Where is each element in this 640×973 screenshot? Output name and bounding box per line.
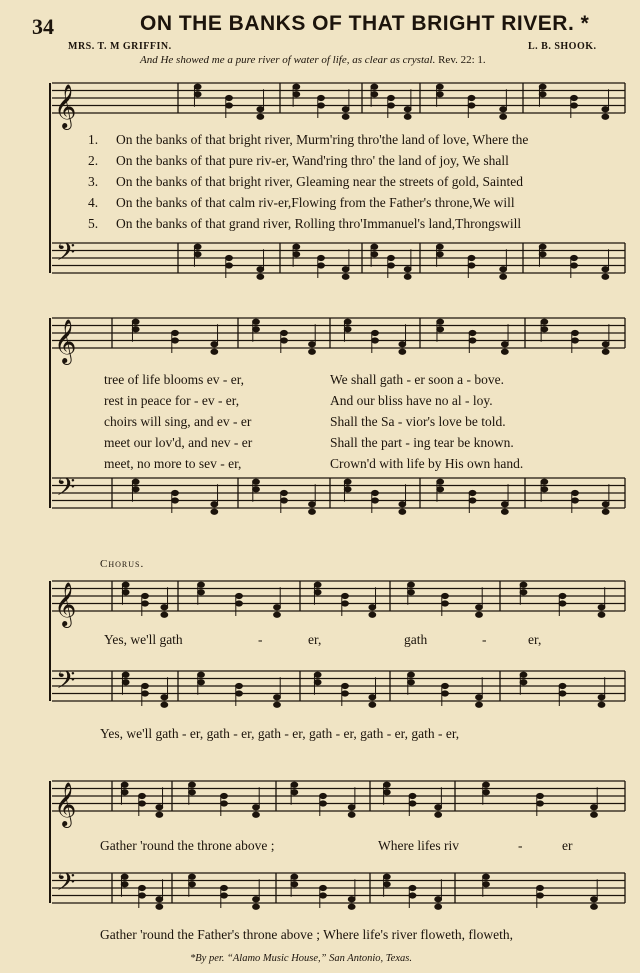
- note-head: [371, 92, 378, 97]
- note-head: [539, 244, 546, 249]
- note-head: [236, 691, 243, 696]
- note-head: [602, 114, 609, 119]
- note-head: [537, 893, 544, 898]
- note-head: [348, 805, 355, 810]
- note-head: [520, 680, 527, 685]
- note-head: [408, 582, 415, 587]
- note-head: [399, 342, 406, 347]
- note-head: [253, 487, 260, 492]
- note-head: [189, 874, 196, 879]
- hymn-title: ON THE BANKS OF THAT BRIGHT RIVER. *: [140, 12, 590, 35]
- note-head: [541, 479, 548, 484]
- note-head: [257, 274, 264, 279]
- note-head: [320, 885, 327, 890]
- note-head: [476, 702, 483, 707]
- verse-line-continuation: meet, no more to sev - er,: [104, 456, 242, 471]
- note-head: [253, 897, 260, 902]
- note-head: [501, 342, 508, 347]
- note-head: [404, 114, 411, 119]
- verse-line-continuation: rest in peace for - ev - er,: [104, 393, 240, 408]
- note-head: [161, 612, 168, 617]
- note-head: [342, 601, 349, 606]
- note-head: [469, 490, 476, 495]
- note-head: [483, 782, 490, 787]
- note-head: [274, 605, 281, 610]
- note-head: [226, 95, 233, 100]
- note-head: [541, 487, 548, 492]
- note-head: [314, 672, 321, 677]
- note-head: [537, 793, 544, 798]
- note-head: [436, 84, 443, 89]
- note-head: [348, 812, 355, 817]
- note-head: [314, 680, 321, 685]
- note-head: [161, 695, 168, 700]
- note-head: [591, 812, 598, 817]
- note-head: [436, 252, 443, 257]
- note-head: [598, 605, 605, 610]
- note-head: [408, 590, 415, 595]
- composer-credit: L. B. SHOOK.: [528, 41, 597, 52]
- bass-clef-icon: 𝄢: [56, 238, 76, 273]
- chorus-treble-lyric: gath: [404, 632, 428, 647]
- note-head: [281, 490, 288, 495]
- note-head: [437, 319, 444, 324]
- verse-line: On the banks of that bright river, Murm'ring thro'the land of love, Where the: [116, 132, 529, 147]
- note-head: [122, 680, 129, 685]
- note-head: [122, 582, 129, 587]
- note-head: [309, 502, 316, 507]
- note-head: [211, 502, 218, 507]
- permission-footnote: *By per. “Alamo Music House,” San Antonio, Texas.: [190, 953, 412, 964]
- note-head: [198, 680, 205, 685]
- verse-line-continuation: Crown'd with life by His own hand.: [330, 456, 524, 471]
- note-head: [602, 342, 609, 347]
- note-head: [156, 812, 163, 817]
- note-head: [348, 904, 355, 909]
- verse-number: 2.: [88, 153, 99, 168]
- note-head: [501, 502, 508, 507]
- note-head: [132, 319, 139, 324]
- note-head: [226, 103, 233, 108]
- note-head: [253, 319, 260, 324]
- note-head: [274, 612, 281, 617]
- note-head: [320, 893, 327, 898]
- note-head: [469, 498, 476, 503]
- note-head: [226, 263, 233, 268]
- note-head: [383, 874, 390, 879]
- note-head: [501, 509, 508, 514]
- note-head: [409, 893, 416, 898]
- verse-line-continuation: Shall the part - ing tear be known.: [330, 435, 514, 450]
- note-head: [602, 267, 609, 272]
- note-head: [139, 885, 146, 890]
- note-head: [291, 782, 298, 787]
- note-head: [253, 812, 260, 817]
- note-head: [281, 338, 288, 343]
- chorus-treble-lyric: Gather 'round the throne above ;: [100, 838, 275, 853]
- note-head: [342, 267, 349, 272]
- note-head: [435, 805, 442, 810]
- verse-line-continuation: tree of life blooms ev - er,: [104, 372, 245, 387]
- verse-line-continuation: And our bliss have no al - loy.: [330, 393, 493, 408]
- note-head: [189, 782, 196, 787]
- note-head: [253, 327, 260, 332]
- note-head: [189, 790, 196, 795]
- note-head: [520, 672, 527, 677]
- chorus-bass-lyric: Gather 'round the Father's throne above ; Where life's river floweth, floweth,: [100, 927, 514, 942]
- note-head: [274, 702, 281, 707]
- note-head: [121, 874, 128, 879]
- note-head: [468, 103, 475, 108]
- note-head: [436, 244, 443, 249]
- note-head: [598, 612, 605, 617]
- chorus-treble-lyric: er,: [308, 632, 322, 647]
- verse-number: 5.: [88, 216, 99, 231]
- note-head: [572, 490, 579, 495]
- note-head: [291, 882, 298, 887]
- note-head: [501, 349, 508, 354]
- lyricist-credit: MRS. T. M GRIFFIN.: [68, 41, 172, 52]
- note-head: [442, 691, 449, 696]
- note-head: [602, 502, 609, 507]
- note-head: [194, 252, 201, 257]
- note-head: [314, 582, 321, 587]
- note-head: [211, 509, 218, 514]
- note-head: [500, 107, 507, 112]
- note-head: [442, 683, 449, 688]
- note-head: [221, 893, 228, 898]
- verse-line: On the banks of that grand river, Rolling thro'Immanuel's land,Throngswill: [116, 216, 522, 231]
- note-head: [371, 252, 378, 257]
- note-head: [194, 244, 201, 249]
- note-head: [602, 274, 609, 279]
- note-head: [591, 904, 598, 909]
- note-head: [483, 882, 490, 887]
- chorus-bass-lyric: Yes, we'll gath - er, gath - er, gath - er, gath - er, gath - er, gath - er,: [100, 726, 460, 741]
- note-head: [314, 590, 321, 595]
- note-head: [539, 92, 546, 97]
- note-head: [293, 244, 300, 249]
- chorus-treble-lyric: -: [482, 632, 487, 647]
- note-head: [500, 114, 507, 119]
- note-head: [500, 267, 507, 272]
- chorus-treble-lyric: er,: [528, 632, 542, 647]
- note-head: [602, 107, 609, 112]
- note-head: [469, 338, 476, 343]
- treble-clef-icon: 𝄞: [54, 319, 77, 363]
- note-head: [483, 790, 490, 795]
- note-head: [435, 897, 442, 902]
- note-head: [318, 255, 325, 260]
- note-head: [572, 330, 579, 335]
- note-head: [211, 342, 218, 347]
- note-head: [309, 349, 316, 354]
- note-head: [139, 893, 146, 898]
- note-head: [342, 114, 349, 119]
- note-head: [139, 793, 146, 798]
- note-head: [257, 114, 264, 119]
- verse-line-continuation: meet our lov'd, and nev - er: [104, 435, 253, 450]
- epigraph-reference: Rev. 22: 1.: [438, 54, 486, 66]
- note-head: [132, 479, 139, 484]
- note-head: [189, 882, 196, 887]
- note-head: [309, 342, 316, 347]
- note-head: [399, 349, 406, 354]
- note-head: [383, 882, 390, 887]
- note-head: [571, 263, 578, 268]
- verse-line: On the banks of that calm riv-er,Flowing from the Father's throne,We will: [116, 195, 515, 210]
- note-head: [318, 95, 325, 100]
- note-head: [342, 683, 349, 688]
- epigraph-text: And He showed me a pure river of water of life, as clear as crystal.: [140, 54, 436, 66]
- chorus-treble-lyric: er: [562, 838, 573, 853]
- note-head: [388, 255, 395, 260]
- note-head: [236, 593, 243, 598]
- note-head: [172, 490, 179, 495]
- note-head: [383, 782, 390, 787]
- note-head: [404, 107, 411, 112]
- note-head: [500, 274, 507, 279]
- note-head: [369, 605, 376, 610]
- note-head: [404, 274, 411, 279]
- note-head: [172, 338, 179, 343]
- verse-number: 4.: [88, 195, 99, 210]
- note-head: [293, 252, 300, 257]
- note-head: [221, 793, 228, 798]
- note-head: [132, 487, 139, 492]
- note-head: [156, 897, 163, 902]
- note-head: [121, 882, 128, 887]
- note-head: [372, 490, 379, 495]
- treble-clef-icon: 𝄞: [54, 582, 77, 626]
- note-head: [291, 874, 298, 879]
- note-head: [539, 84, 546, 89]
- note-head: [383, 790, 390, 795]
- note-head: [399, 502, 406, 507]
- note-head: [388, 103, 395, 108]
- note-head: [281, 498, 288, 503]
- note-head: [520, 590, 527, 595]
- note-head: [372, 338, 379, 343]
- note-head: [539, 252, 546, 257]
- note-head: [198, 672, 205, 677]
- note-head: [342, 107, 349, 112]
- note-head: [404, 267, 411, 272]
- verse-line: On the banks of that pure riv-er, Wand'ring thro' the land of joy, We shall: [116, 153, 509, 168]
- note-head: [344, 479, 351, 484]
- note-head: [253, 805, 260, 810]
- note-head: [388, 95, 395, 100]
- note-head: [142, 593, 149, 598]
- note-head: [435, 904, 442, 909]
- note-head: [348, 897, 355, 902]
- note-head: [537, 801, 544, 806]
- note-head: [291, 790, 298, 795]
- chorus-treble-lyric: -: [518, 838, 523, 853]
- note-head: [372, 498, 379, 503]
- chorus-label: Chorus.: [100, 558, 145, 570]
- note-head: [198, 582, 205, 587]
- note-head: [121, 782, 128, 787]
- note-head: [408, 680, 415, 685]
- note-head: [369, 612, 376, 617]
- note-head: [408, 672, 415, 677]
- note-head: [572, 498, 579, 503]
- note-head: [571, 103, 578, 108]
- note-head: [342, 691, 349, 696]
- note-head: [122, 590, 129, 595]
- note-head: [257, 267, 264, 272]
- note-head: [161, 605, 168, 610]
- note-head: [399, 509, 406, 514]
- note-head: [253, 479, 260, 484]
- note-head: [602, 349, 609, 354]
- note-head: [274, 695, 281, 700]
- note-head: [318, 263, 325, 268]
- note-head: [221, 885, 228, 890]
- note-head: [442, 593, 449, 598]
- note-head: [468, 95, 475, 100]
- note-head: [198, 590, 205, 595]
- note-head: [437, 487, 444, 492]
- note-head: [437, 327, 444, 332]
- bass-clef-icon: 𝄢: [56, 473, 76, 508]
- note-head: [409, 801, 416, 806]
- note-head: [537, 885, 544, 890]
- bass-clef-icon: 𝄢: [56, 666, 76, 701]
- note-head: [572, 338, 579, 343]
- note-head: [344, 327, 351, 332]
- note-head: [476, 612, 483, 617]
- note-head: [541, 319, 548, 324]
- note-head: [602, 509, 609, 514]
- note-head: [409, 885, 416, 890]
- note-head: [142, 683, 149, 688]
- note-head: [369, 702, 376, 707]
- note-head: [156, 904, 163, 909]
- note-head: [142, 601, 149, 606]
- note-head: [371, 244, 378, 249]
- note-head: [236, 683, 243, 688]
- note-head: [468, 255, 475, 260]
- note-head: [281, 330, 288, 335]
- treble-clef-icon: 𝄞: [54, 84, 77, 128]
- verse-line-continuation: We shall gath - er soon a - bove.: [330, 372, 504, 387]
- page-number: 34: [32, 14, 54, 39]
- note-head: [172, 330, 179, 335]
- note-head: [132, 327, 139, 332]
- note-head: [309, 509, 316, 514]
- bass-clef-icon: 𝄢: [56, 868, 76, 903]
- note-head: [483, 874, 490, 879]
- note-head: [236, 601, 243, 606]
- note-head: [598, 702, 605, 707]
- note-head: [372, 330, 379, 335]
- note-head: [369, 695, 376, 700]
- note-head: [559, 691, 566, 696]
- note-head: [253, 904, 260, 909]
- note-head: [318, 103, 325, 108]
- note-head: [520, 582, 527, 587]
- note-head: [409, 793, 416, 798]
- note-head: [194, 92, 201, 97]
- note-head: [388, 263, 395, 268]
- note-head: [591, 897, 598, 902]
- chorus-treble-lyric: Yes, we'll gath: [104, 632, 183, 647]
- note-head: [436, 92, 443, 97]
- note-head: [121, 790, 128, 795]
- note-head: [122, 672, 129, 677]
- note-head: [344, 487, 351, 492]
- note-head: [221, 801, 228, 806]
- chorus-treble-lyric: -: [258, 632, 263, 647]
- verse-line: On the banks of that bright river, Gleaming near the streets of gold, Sainted: [116, 174, 523, 189]
- note-head: [541, 327, 548, 332]
- note-head: [591, 805, 598, 810]
- note-head: [293, 84, 300, 89]
- note-head: [320, 793, 327, 798]
- note-head: [476, 695, 483, 700]
- note-head: [293, 92, 300, 97]
- note-head: [435, 812, 442, 817]
- note-head: [469, 330, 476, 335]
- note-head: [342, 274, 349, 279]
- note-head: [211, 349, 218, 354]
- verse-line-continuation: Shall the Sa - vior's love be told.: [330, 414, 506, 429]
- note-head: [437, 479, 444, 484]
- note-head: [344, 319, 351, 324]
- note-head: [559, 683, 566, 688]
- note-head: [571, 95, 578, 100]
- note-head: [342, 593, 349, 598]
- note-head: [371, 84, 378, 89]
- note-head: [156, 805, 163, 810]
- note-head: [194, 84, 201, 89]
- note-head: [161, 702, 168, 707]
- verse-number: 3.: [88, 174, 99, 189]
- note-head: [139, 801, 146, 806]
- treble-clef-icon: 𝄞: [54, 782, 77, 826]
- note-head: [142, 691, 149, 696]
- verse-line-continuation: choirs will sing, and ev - er: [104, 414, 252, 429]
- note-head: [226, 255, 233, 260]
- note-head: [468, 263, 475, 268]
- note-head: [559, 601, 566, 606]
- note-head: [476, 605, 483, 610]
- note-head: [442, 601, 449, 606]
- chorus-treble-lyric: Where lifes riv: [378, 838, 459, 853]
- note-head: [320, 801, 327, 806]
- note-head: [598, 695, 605, 700]
- note-head: [559, 593, 566, 598]
- note-head: [257, 107, 264, 112]
- note-head: [571, 255, 578, 260]
- note-head: [172, 498, 179, 503]
- verse-number: 1.: [88, 132, 99, 147]
